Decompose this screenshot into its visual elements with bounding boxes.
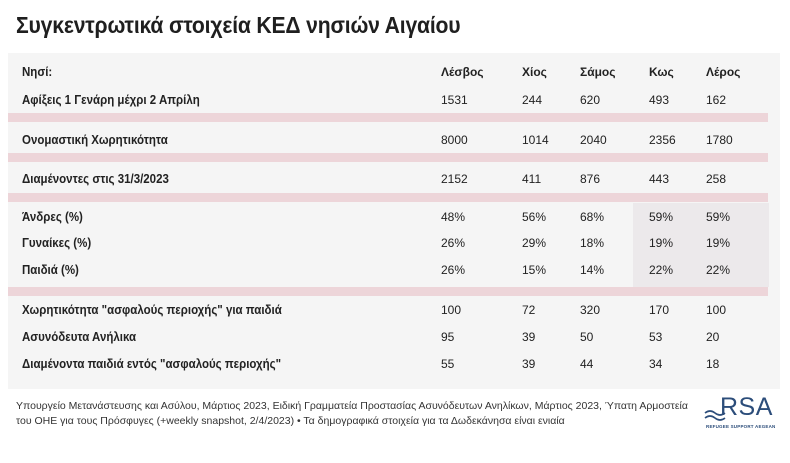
row-value: 8000 <box>441 133 468 147</box>
row-separator <box>8 193 768 202</box>
row-value: 95 <box>441 330 455 344</box>
header-label: Νησί: <box>22 65 53 79</box>
table-row <box>0 208 790 226</box>
row-value: 18% <box>580 236 605 250</box>
page-title: Συγκεντρωτικά στοιχεία ΚΕΔ νησιών Αιγαίου <box>16 12 461 38</box>
row-value: 55 <box>441 357 455 371</box>
row-value: 170 <box>649 303 670 317</box>
row-value: 15% <box>522 263 547 277</box>
source-note <box>16 399 706 429</box>
row-value: 34 <box>649 357 663 371</box>
row-separator <box>8 287 768 296</box>
row-label: Αφίξεις 1 Γενάρη μέχρι 2 Απρίλη <box>22 93 200 107</box>
table-row <box>0 261 790 279</box>
row-value: 53 <box>649 330 663 344</box>
row-value: 320 <box>580 303 601 317</box>
table-row <box>0 355 790 373</box>
row-value: 14% <box>580 263 605 277</box>
table-header <box>0 63 790 81</box>
row-value: 22% <box>706 263 731 277</box>
source-line: Υπουργείο Μετανάστευσης και Ασύλου, Μάρτιος 2023, Ειδική Γραμματεία Προστασίας Ασυνόδευτων Ανηλίκων, Μάρτιος 2023, Ύπατη Αρμοστεία <box>16 400 688 412</box>
row-value: 59% <box>706 210 731 224</box>
row-value: 22% <box>649 263 674 277</box>
source-line: του ΟΗΕ για τους Πρόσφυγες (+weekly snapshot, 2/4/2023) • Τα δημογραφικά στοιχεία για τα Δωδεκάνησα είναι ενιαία <box>16 415 565 427</box>
row-value: 19% <box>706 236 731 250</box>
row-separator <box>8 153 768 162</box>
row-value: 876 <box>580 172 601 186</box>
row-value: 29% <box>522 236 547 250</box>
header-island: Λέσβος <box>441 65 484 79</box>
row-value: 162 <box>706 93 727 107</box>
row-label: Γυναίκες (%) <box>22 236 92 250</box>
table-row <box>0 131 790 149</box>
header-island: Σάμος <box>580 65 616 79</box>
logo-text: RSA <box>720 393 773 421</box>
row-value: 48% <box>441 210 466 224</box>
row-value: 2040 <box>580 133 607 147</box>
row-label: Άνδρες (%) <box>22 210 83 224</box>
row-label: Χωρητικότητα "ασφαλούς περιοχής" για παιδιά <box>22 303 282 317</box>
row-value: 620 <box>580 93 601 107</box>
row-label: Ονομαστική Χωρητικότητα <box>22 133 168 147</box>
row-value: 39 <box>522 357 536 371</box>
row-separator <box>8 113 768 122</box>
header-island: Λέρος <box>706 65 741 79</box>
row-value: 59% <box>649 210 674 224</box>
row-value: 2152 <box>441 172 468 186</box>
row-value: 44 <box>580 357 594 371</box>
header-island: Κως <box>649 65 674 79</box>
row-value: 39 <box>522 330 536 344</box>
row-value: 20 <box>706 330 720 344</box>
row-value: 411 <box>522 172 542 186</box>
row-value: 244 <box>522 93 543 107</box>
row-label: Παιδιά (%) <box>22 263 79 277</box>
row-value: 1014 <box>522 133 549 147</box>
row-value: 19% <box>649 236 674 250</box>
row-value: 26% <box>441 263 466 277</box>
row-value: 18 <box>706 357 720 371</box>
row-value: 100 <box>441 303 462 317</box>
table-row <box>0 170 790 188</box>
row-label: Διαμένοντα παιδιά εντός "ασφαλούς περιοχής" <box>22 357 282 371</box>
row-value: 443 <box>649 172 670 186</box>
table-row <box>0 301 790 319</box>
row-value: 50 <box>580 330 594 344</box>
row-value: 1531 <box>441 93 468 107</box>
row-value: 72 <box>522 303 536 317</box>
header-island: Χίος <box>522 65 547 79</box>
row-value: 68% <box>580 210 605 224</box>
row-label: Διαμένοντες στις 31/3/2023 <box>22 172 169 186</box>
table-row <box>0 328 790 346</box>
row-value: 26% <box>441 236 466 250</box>
row-value: 1780 <box>706 133 733 147</box>
table-row <box>0 234 790 252</box>
row-value: 100 <box>706 303 727 317</box>
row-value: 56% <box>522 210 547 224</box>
row-value: 2356 <box>649 133 676 147</box>
row-value: 258 <box>706 172 727 186</box>
logo-subtext: REFUGEE SUPPORT AEGEAN <box>706 424 776 429</box>
table-row <box>0 91 790 109</box>
rsa-logo <box>704 393 776 439</box>
row-label: Ασυνόδευτα Ανήλικα <box>22 330 137 344</box>
row-value: 493 <box>649 93 670 107</box>
